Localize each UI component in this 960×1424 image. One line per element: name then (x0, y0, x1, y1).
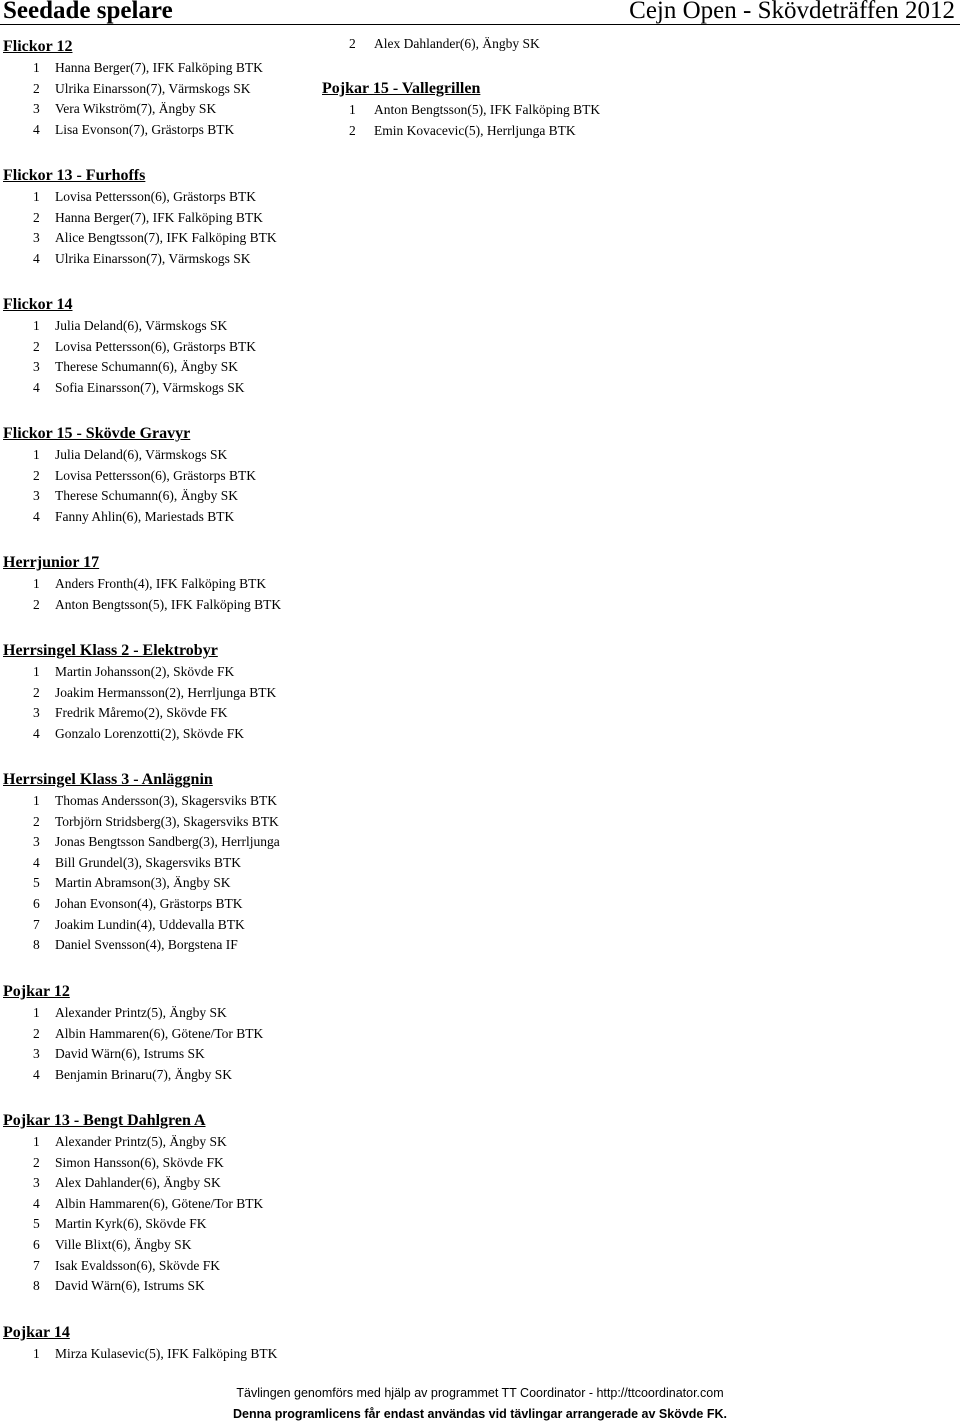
seed-row (3, 1214, 206, 1235)
seed-row (3, 1044, 205, 1065)
seed-position: 2 (33, 1025, 40, 1041)
seed-row (3, 486, 238, 507)
seed-position: 8 (33, 937, 40, 953)
seed-player: Thomas Andersson(3), Skagersviks BTK (55, 793, 277, 808)
seed-row (3, 724, 244, 745)
section-flickor-14 (3, 294, 256, 398)
seed-player: Joakim Hermansson(2), Herrljunga BTK (55, 684, 277, 700)
seed-position: 2 (33, 80, 40, 96)
seed-position: 2 (33, 1154, 40, 1170)
seed-row (3, 58, 263, 79)
seed-row (3, 662, 235, 683)
seed-row (3, 1153, 224, 1174)
seed-player: Joakim Lundin(4), Uddevalla BTK (55, 916, 245, 932)
seed-position: 5 (33, 875, 40, 891)
seed-row (3, 120, 235, 141)
seed-player: Fanny Ahlin(6), Mariestads BTK (55, 508, 235, 524)
seed-row (3, 337, 256, 358)
section-title: Pojkar 14 (3, 1324, 70, 1341)
seed-player: Torbjörn Stridsberg(3), Skagersviks BTK (55, 813, 279, 829)
seed-row (3, 1276, 206, 1297)
section-flickor-13 (3, 165, 277, 269)
event-title: Cejn Open - Skövdeträffen 2012 (629, 0, 955, 24)
seed-player: Jonas Bengtsson Sandberg(3), Herrljunga (55, 834, 280, 850)
footer-license: Denna programlicens får endast användas vid tävlingar arrangerade av Skövde FK. (233, 1407, 727, 1421)
document-title: Seedade spelare (3, 0, 173, 24)
seed-player: Ville Blixt(6), Ängby SK (55, 1236, 192, 1252)
seed-row (3, 873, 231, 894)
seed-player: Anders Fronth(4), IFK Falköping BTK (55, 576, 267, 591)
seed-row (3, 1235, 206, 1256)
seed-position: 7 (33, 1257, 40, 1273)
seed-row (3, 1003, 227, 1024)
seed-row (3, 445, 228, 466)
seed-row (3, 574, 267, 595)
seed-player: Lovisa Pettersson(6), Grästorps BTK (55, 338, 256, 354)
seed-player: Lovisa Pettersson(6), Grästorps BTK (55, 467, 256, 483)
seed-player: Alexander Printz(5), Ängby SK (55, 1005, 227, 1020)
seed-row (3, 683, 277, 704)
seed-row (3, 228, 277, 249)
seed-position: 4 (33, 725, 40, 741)
seed-position: 1 (349, 102, 356, 117)
seed-position: 2 (33, 467, 40, 483)
seed-row (3, 832, 280, 853)
seed-player: Alice Bengtsson(7), IFK Falköping BTK (55, 230, 277, 246)
seed-player: Martin Kyrk(6), Skövde FK (55, 1216, 207, 1232)
section-title: Flickor 13 - Furhoffs (3, 167, 146, 184)
seed-position: 4 (33, 121, 40, 137)
seed-row (3, 208, 263, 229)
seed-row (3, 466, 256, 487)
seed-position: 1 (33, 318, 40, 333)
seed-position: 1 (33, 664, 40, 679)
seed-position: 2 (33, 596, 40, 612)
seed-position: 2 (33, 684, 40, 700)
seed-row (3, 316, 228, 337)
seed-position: 4 (33, 250, 40, 266)
seed-player: Simon Hansson(6), Skövde FK (55, 1154, 224, 1170)
seed-row (3, 1065, 232, 1086)
seed-position: 7 (33, 916, 40, 932)
seed-row (3, 595, 282, 616)
seed-position: 2 (349, 122, 356, 138)
seed-position: 2 (33, 209, 40, 225)
seed-position: 2 (33, 813, 40, 829)
seed-player: Emin Kovacevic(5), Herrljunga BTK (374, 122, 576, 138)
seed-position: 6 (33, 1236, 40, 1252)
seed-player: Martin Johansson(2), Skövde FK (55, 664, 235, 679)
seed-position: 8 (33, 1278, 40, 1294)
section-title: Pojkar 13 - Bengt Dahlgren A (3, 1112, 206, 1129)
seed-row (3, 249, 251, 270)
seed-position: 3 (33, 359, 40, 375)
seed-position: 6 (33, 895, 40, 911)
seed-position: 3 (33, 488, 40, 504)
seed-position: 3 (33, 1175, 40, 1191)
section-pojkar-15 (322, 78, 601, 141)
section-pojkar-13 (3, 1110, 264, 1297)
seed-row (3, 1132, 227, 1153)
page-header (0, 0, 960, 25)
seed-player: Johan Evonson(4), Grästorps BTK (55, 895, 243, 911)
seed-position: 1 (33, 447, 40, 462)
seed-row (3, 915, 245, 936)
seed-row (3, 378, 245, 399)
seed-player: Anton Bengtsson(5), IFK Falköping BTK (55, 596, 282, 612)
seed-player: Lisa Evonson(7), Grästorps BTK (55, 121, 235, 137)
seed-player: Albin Hammaren(6), Götene/Tor BTK (55, 1195, 264, 1211)
seed-position: 4 (33, 508, 40, 524)
seed-position: 4 (33, 379, 40, 395)
section-herrjunior-17 (3, 552, 282, 615)
seed-player: Julia Deland(6), Värmskogs SK (55, 318, 228, 333)
seed-player: Alexander Printz(5), Ängby SK (55, 1134, 227, 1149)
seed-position: 1 (33, 60, 40, 75)
seed-position: 1 (33, 576, 40, 591)
seed-row (3, 1024, 264, 1045)
seed-player: Gonzalo Lorenzotti(2), Skövde FK (55, 725, 244, 741)
section-title: Herrsingel Klass 2 - Elektrobyr (3, 642, 218, 659)
seed-position: 2 (349, 36, 356, 51)
seed-player: Ulrika Einarsson(7), Värmskogs SK (55, 80, 251, 96)
seed-row (3, 79, 251, 100)
seed-player: Hanna Berger(7), IFK Falköping BTK (55, 209, 263, 225)
seed-row (3, 1194, 264, 1215)
section-title: Herrjunior 17 (3, 554, 100, 571)
seed-player: David Wärn(6), Istrums SK (55, 1046, 205, 1062)
seed-position: 4 (33, 1066, 40, 1082)
footer-credit: Tävlingen genomförs med hjälp av programmet TT Coordinator - http://ttcoordinator.com (236, 1386, 724, 1400)
seed-position: 1 (33, 793, 40, 808)
seed-player: Albin Hammaren(6), Götene/Tor BTK (55, 1025, 264, 1041)
seed-player: Hanna Berger(7), IFK Falköping BTK (55, 60, 263, 75)
seed-row (3, 1173, 221, 1194)
seed-row (3, 99, 217, 120)
seed-row (322, 100, 601, 121)
section-title: Pojkar 12 (3, 983, 70, 1000)
seed-position: 1 (33, 189, 40, 204)
section-herrsingel-klass-2 (3, 640, 277, 744)
seed-row (3, 357, 238, 378)
seed-player: Isak Evaldsson(6), Skövde FK (55, 1257, 220, 1273)
seed-row (3, 1344, 278, 1365)
seed-player: Sofia Einarsson(7), Värmskogs SK (55, 379, 245, 395)
seed-position: 3 (33, 834, 40, 850)
seed-row (3, 187, 256, 208)
seed-position: 4 (33, 854, 40, 870)
seed-player: Therese Schumann(6), Ängby SK (55, 488, 238, 504)
section-flickor-15 (3, 423, 256, 527)
seed-position: 4 (33, 1195, 40, 1211)
section-title: Pojkar 15 - Vallegrillen (322, 80, 481, 97)
seed-row (322, 121, 576, 142)
seed-position: 2 (33, 338, 40, 354)
section-pojkar-12 (3, 981, 264, 1085)
seed-player: Alex Dahlander(6), Ängby SK (55, 1175, 221, 1191)
seed-player: Daniel Svensson(4), Borgstena IF (55, 937, 238, 953)
seed-row (3, 812, 279, 833)
seed-position: 3 (33, 101, 40, 117)
seed-row (3, 935, 238, 956)
seed-player: Lovisa Pettersson(6), Grästorps BTK (55, 189, 256, 204)
section-title: Flickor 12 (3, 38, 73, 55)
seed-row (3, 1256, 220, 1277)
seed-row (3, 853, 241, 874)
section-flickor-12 (3, 36, 263, 140)
seed-row (3, 507, 235, 528)
seed-player: Martin Abramson(3), Ängby SK (55, 875, 231, 891)
seed-position: 1 (33, 1346, 40, 1361)
seed-position: 3 (33, 230, 40, 246)
seed-player: David Wärn(6), Istrums SK (55, 1278, 205, 1294)
seed-player: Fredrik Måremo(2), Skövde FK (55, 705, 228, 721)
seed-player: Julia Deland(6), Värmskogs SK (55, 447, 228, 462)
seed-player: Vera Wikström(7), Ängby SK (55, 101, 217, 117)
section-pojkar-14 (3, 1322, 278, 1365)
seed-player: Anton Bengtsson(5), IFK Falköping BTK (374, 102, 601, 117)
seed-player: Bill Grundel(3), Skagersviks BTK (55, 854, 241, 870)
seed-position: 1 (33, 1134, 40, 1149)
section-title: Flickor 14 (3, 296, 73, 313)
seed-position: 3 (33, 1046, 40, 1062)
seed-position: 1 (33, 1005, 40, 1020)
seed-player: Alex Dahlander(6), Ängby SK (374, 36, 540, 51)
section-herrsingel-klass-3 (3, 769, 280, 956)
seed-row (3, 791, 277, 812)
seed-row (3, 894, 243, 915)
seed-row (3, 703, 228, 724)
section-title: Flickor 15 - Skövde Gravyr (3, 425, 191, 442)
section-title: Herrsingel Klass 3 - Anläggnin (3, 771, 213, 788)
seed-position: 3 (33, 705, 40, 721)
seed-player: Ulrika Einarsson(7), Värmskogs SK (55, 250, 251, 266)
seed-position: 5 (33, 1216, 40, 1232)
seed-player: Mirza Kulasevic(5), IFK Falköping BTK (55, 1346, 278, 1361)
seed-player: Therese Schumann(6), Ängby SK (55, 359, 238, 375)
seed-player: Benjamin Brinaru(7), Ängby SK (55, 1066, 232, 1082)
